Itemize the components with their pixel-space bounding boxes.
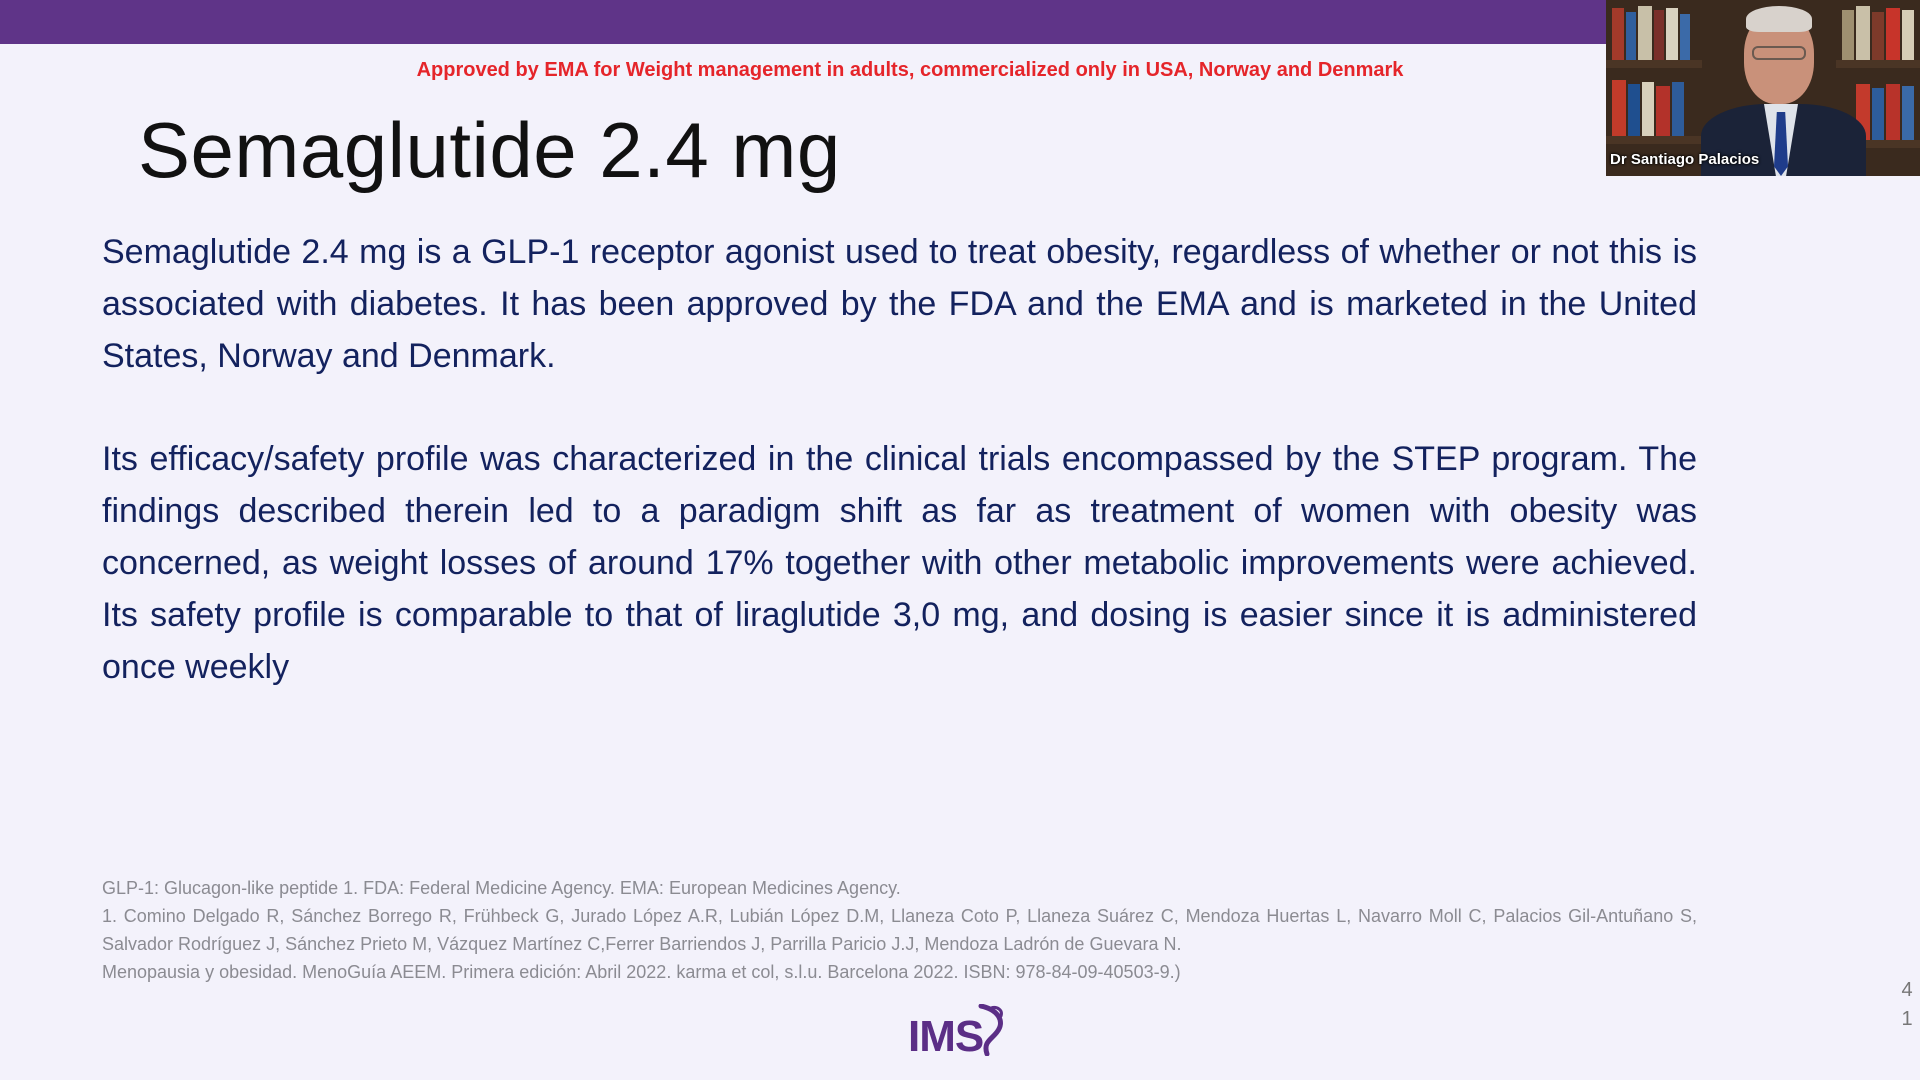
- book: [1672, 82, 1684, 136]
- book: [1902, 10, 1914, 60]
- book: [1654, 10, 1664, 60]
- speaker-hair: [1746, 6, 1812, 32]
- body-paragraph-1: Semaglutide 2.4 mg is a GLP-1 receptor agonist used to treat obesity, regardless of whether or not this is associated with diabetes. It has been approved by the FDA and the EMA and is marketed in the United States, Norway and Denmark.: [102, 233, 1697, 375]
- ims-swirl-icon: [977, 1004, 1007, 1056]
- body-paragraph-2: Its efficacy/safety profile was characterized in the clinical trials encompassed by the STEP program. The findings described therein led to a paradigm shift as far as treatment of women with obesity was concerned, as weight losses of around 17% together with other metabolic improvements were achieved. Its safety profile is comparable to that of liraglutide 3,0 mg, and dosing is easier since it is administered once weekly: [102, 440, 1697, 686]
- book: [1656, 86, 1670, 136]
- footnote-abbreviations: GLP-1: Glucagon-like peptide 1. FDA: Federal Medicine Agency. EMA: European Medicines Agency.: [102, 878, 901, 898]
- book: [1666, 8, 1678, 60]
- shelf-board: [1836, 60, 1920, 68]
- book: [1642, 82, 1654, 136]
- book: [1856, 6, 1870, 60]
- book: [1638, 6, 1652, 60]
- slide-number-line-1: 4: [1901, 979, 1913, 1001]
- book: [1872, 88, 1884, 140]
- slide-number-line-2: 1: [1901, 1008, 1913, 1030]
- book: [1842, 10, 1854, 60]
- footnotes: [102, 874, 1697, 986]
- slide-number: [1897, 976, 1917, 1034]
- book: [1680, 14, 1690, 60]
- book: [1626, 12, 1636, 60]
- book: [1612, 80, 1626, 136]
- book: [1628, 84, 1640, 136]
- speaker-video-tile[interactable]: [1606, 0, 1920, 176]
- speaker-glasses: [1752, 46, 1806, 60]
- shelf-board: [1606, 60, 1702, 68]
- slide-title: Semaglutide 2.4 mg: [138, 106, 841, 194]
- footnote-reference: 1. Comino Delgado R, Sánchez Borrego R, Frühbeck G, Jurado López A.R, Lubián López D.M, Llaneza Coto P, Llaneza Suárez C, Mendoza Huertas L, Navarro Moll C, Palacios Gil-Antuñano S, Salvador Rodríguez J, Sánchez Prieto M, Vázquez Martínez C,Ferrer Barriendos J, Parrilla Paricio J.J, Mendoza Ladrón de Guevara N.: [102, 906, 1697, 954]
- book: [1902, 86, 1914, 140]
- shelf-board: [1606, 136, 1702, 144]
- footnote-source: Menopausia y obesidad. MenoGuía AEEM. Primera edición: Abril 2022. karma et col, s.l.u. Barcelona 2022. ISBN: 978-84-09-40503-9.): [102, 962, 1181, 982]
- ims-logo-text: IMS: [908, 1012, 984, 1061]
- ims-logo: [908, 1002, 1007, 1062]
- book: [1886, 8, 1900, 60]
- approval-notice: Approved by EMA for Weight management in adults, commercialized only in USA, Norway and Denmark: [416, 59, 1404, 81]
- book: [1886, 84, 1900, 140]
- book: [1872, 12, 1884, 60]
- book: [1612, 8, 1624, 60]
- participant-name-label: Dr Santiago Palacios: [1610, 151, 1760, 168]
